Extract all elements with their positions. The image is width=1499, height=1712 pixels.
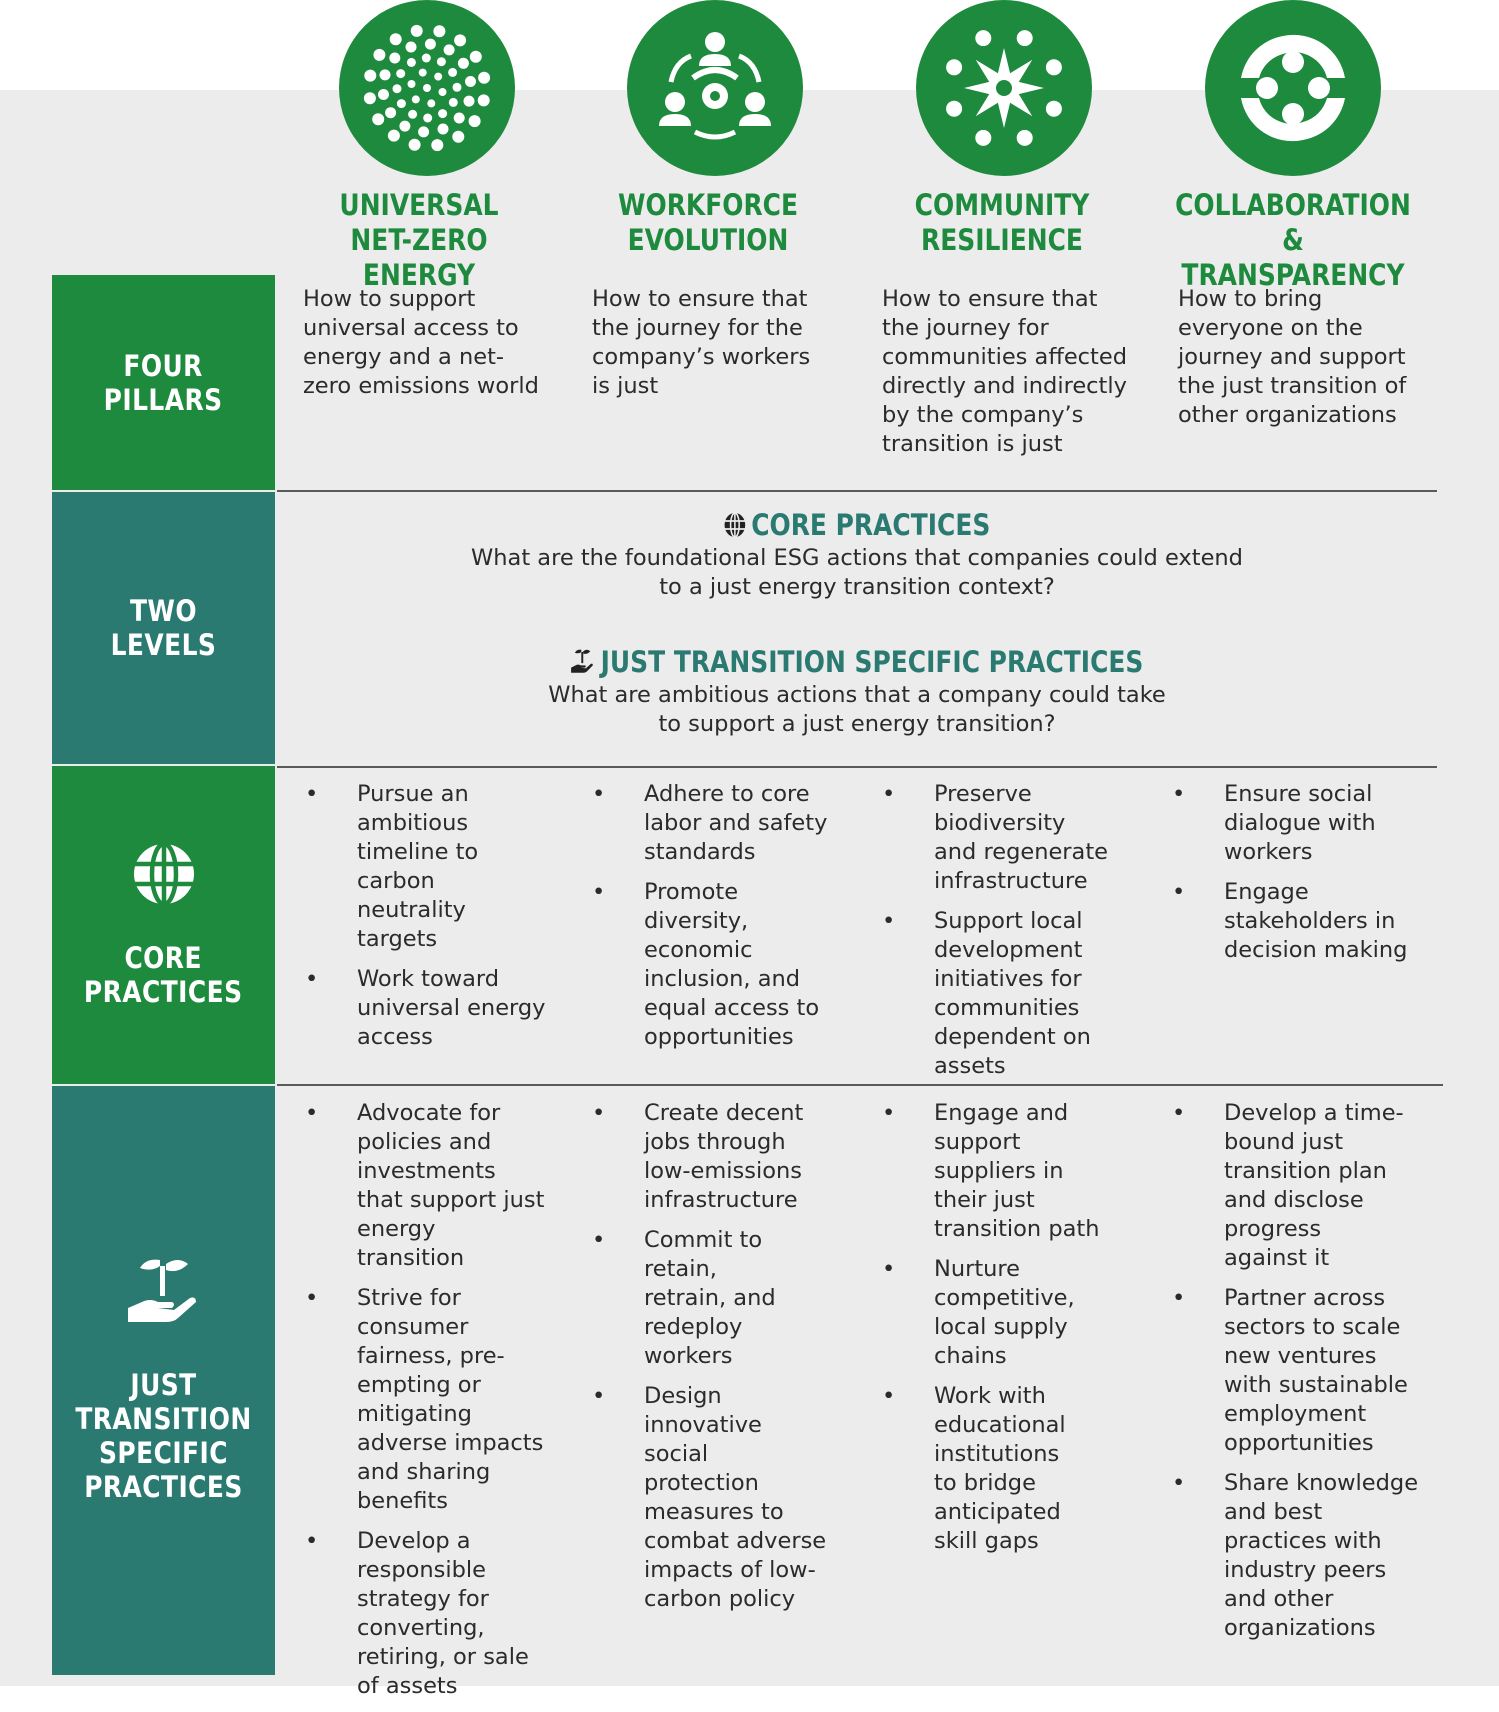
row-label-core-practices — [52, 766, 275, 1084]
workforce-people-gear-icon — [627, 0, 803, 176]
list-item: • Strive for consumer fairness, pre-empting or mitigating adverse impacts and sharing benefits — [305, 1285, 544, 1514]
collaboration-circle-icon — [1205, 0, 1381, 176]
list-item: • Preserve biodiversity and regenerate infrastructure — [882, 781, 1109, 894]
list-item: • Engage and support suppliers in their just transition path — [882, 1100, 1100, 1242]
just-cell-community — [880, 1099, 1145, 1567]
list-item: • Work with educational institutions to bridge anticipated skill gaps — [882, 1383, 1066, 1554]
core-cell-workforce — [590, 780, 855, 1063]
list-item: • Create decent jobs through low-emissions infrastructure — [592, 1100, 804, 1213]
list-item: • Work toward universal energy access — [305, 966, 546, 1050]
pillar-title-universal-net-zero-energy: UNIVERSAL NET-ZERO ENERGY — [339, 188, 499, 292]
pillar-title-community-resilience: COMMUNITY RESILIENCE — [914, 188, 1090, 257]
list-item: • Develop a responsible strategy for converting, retiring, or sale of assets — [305, 1528, 529, 1699]
list-item: • Adhere to core labor and safety standards — [592, 781, 828, 865]
globe-icon — [131, 841, 197, 907]
core-cell-community — [880, 780, 1145, 1092]
list-item: • Commit to retain, retrain, and redeploy workers — [592, 1227, 776, 1369]
list-item: • Promote diversity, economic inclusion, and equal access to opportunities — [592, 879, 820, 1050]
row-label-two-levels — [52, 492, 275, 764]
pillar-title-workforce-evolution: WORKFORCE EVOLUTION — [617, 188, 799, 257]
row-label-text: CORE PRACTICES — [84, 941, 243, 1009]
pillar-desc-workforce: How to ensure that the journey for the company’s workers is just — [592, 286, 811, 399]
row-label-just-transition — [52, 1086, 275, 1675]
row-label-four-pillars — [52, 275, 275, 490]
just-cell-universal — [303, 1099, 568, 1712]
list-item: • Ensure social dialogue with workers — [1172, 781, 1376, 865]
just-cell-workforce — [590, 1099, 855, 1625]
core-cell-universal — [303, 780, 568, 1063]
divider — [277, 490, 1437, 492]
community-circle-icon — [916, 0, 1092, 176]
list-item: • Partner across sectors to scale new ventures with sustainable employment opportunities — [1172, 1285, 1408, 1456]
list-item: • Share knowledge and best practices with industry peers and other organizations — [1172, 1470, 1419, 1641]
row-label-text: FOUR PILLARS — [104, 348, 223, 417]
level-question-core: What are the foundational ESG actions that companies could extend to a just energy transition context? — [471, 545, 1243, 600]
hand-sprout-icon — [126, 1258, 202, 1328]
list-item: • Advocate for policies and investments that support just energy transition — [305, 1100, 545, 1271]
pillar-desc-community: How to ensure that the journey for communities affected directly and indirectly by the company’s transition is just — [882, 286, 1127, 457]
pillar-desc-collaboration: How to bring everyone on the journey and support the just transition of other organizations — [1178, 286, 1407, 428]
list-item: • Design innovative social protection measures to combat adverse impacts of low-carbon policy — [592, 1383, 827, 1612]
core-cell-collaboration — [1170, 780, 1435, 976]
level-heading-core: CORE PRACTICES — [277, 508, 1437, 542]
list-item: • Nurture competitive, local supply chains — [882, 1256, 1075, 1369]
just-cell-collaboration — [1170, 1099, 1435, 1654]
pillar-desc-universal: How to support universal access to energy and a net-zero emissions world — [303, 286, 539, 399]
hand-sprout-icon — [570, 649, 596, 675]
row-label-text: TWO LEVELS — [110, 594, 217, 662]
pillar-title-collaboration-transparency: COLLABORATION & TRANSPARENCY — [1175, 188, 1411, 292]
level-question-just: What are ambitious actions that a company could take to support a just energy transition? — [548, 682, 1166, 737]
globe-icon — [724, 512, 746, 538]
list-item: • Pursue an ambitious timeline to carbon neutrality targets — [305, 781, 479, 952]
row-label-text: JUST TRANSITION SPECIFIC PRACTICES — [75, 1367, 252, 1504]
list-item: • Develop a time-bound just transition plan and disclose progress against it — [1172, 1100, 1404, 1271]
list-item: • Engage stakeholders in decision making — [1172, 879, 1408, 963]
level-heading-just: JUST TRANSITION SPECIFIC PRACTICES — [277, 645, 1437, 679]
dots-sunburst-icon — [339, 0, 515, 176]
list-item: • Support local development initiatives for communities dependent on assets — [882, 908, 1091, 1079]
divider — [277, 1084, 1443, 1086]
divider — [277, 766, 1437, 768]
